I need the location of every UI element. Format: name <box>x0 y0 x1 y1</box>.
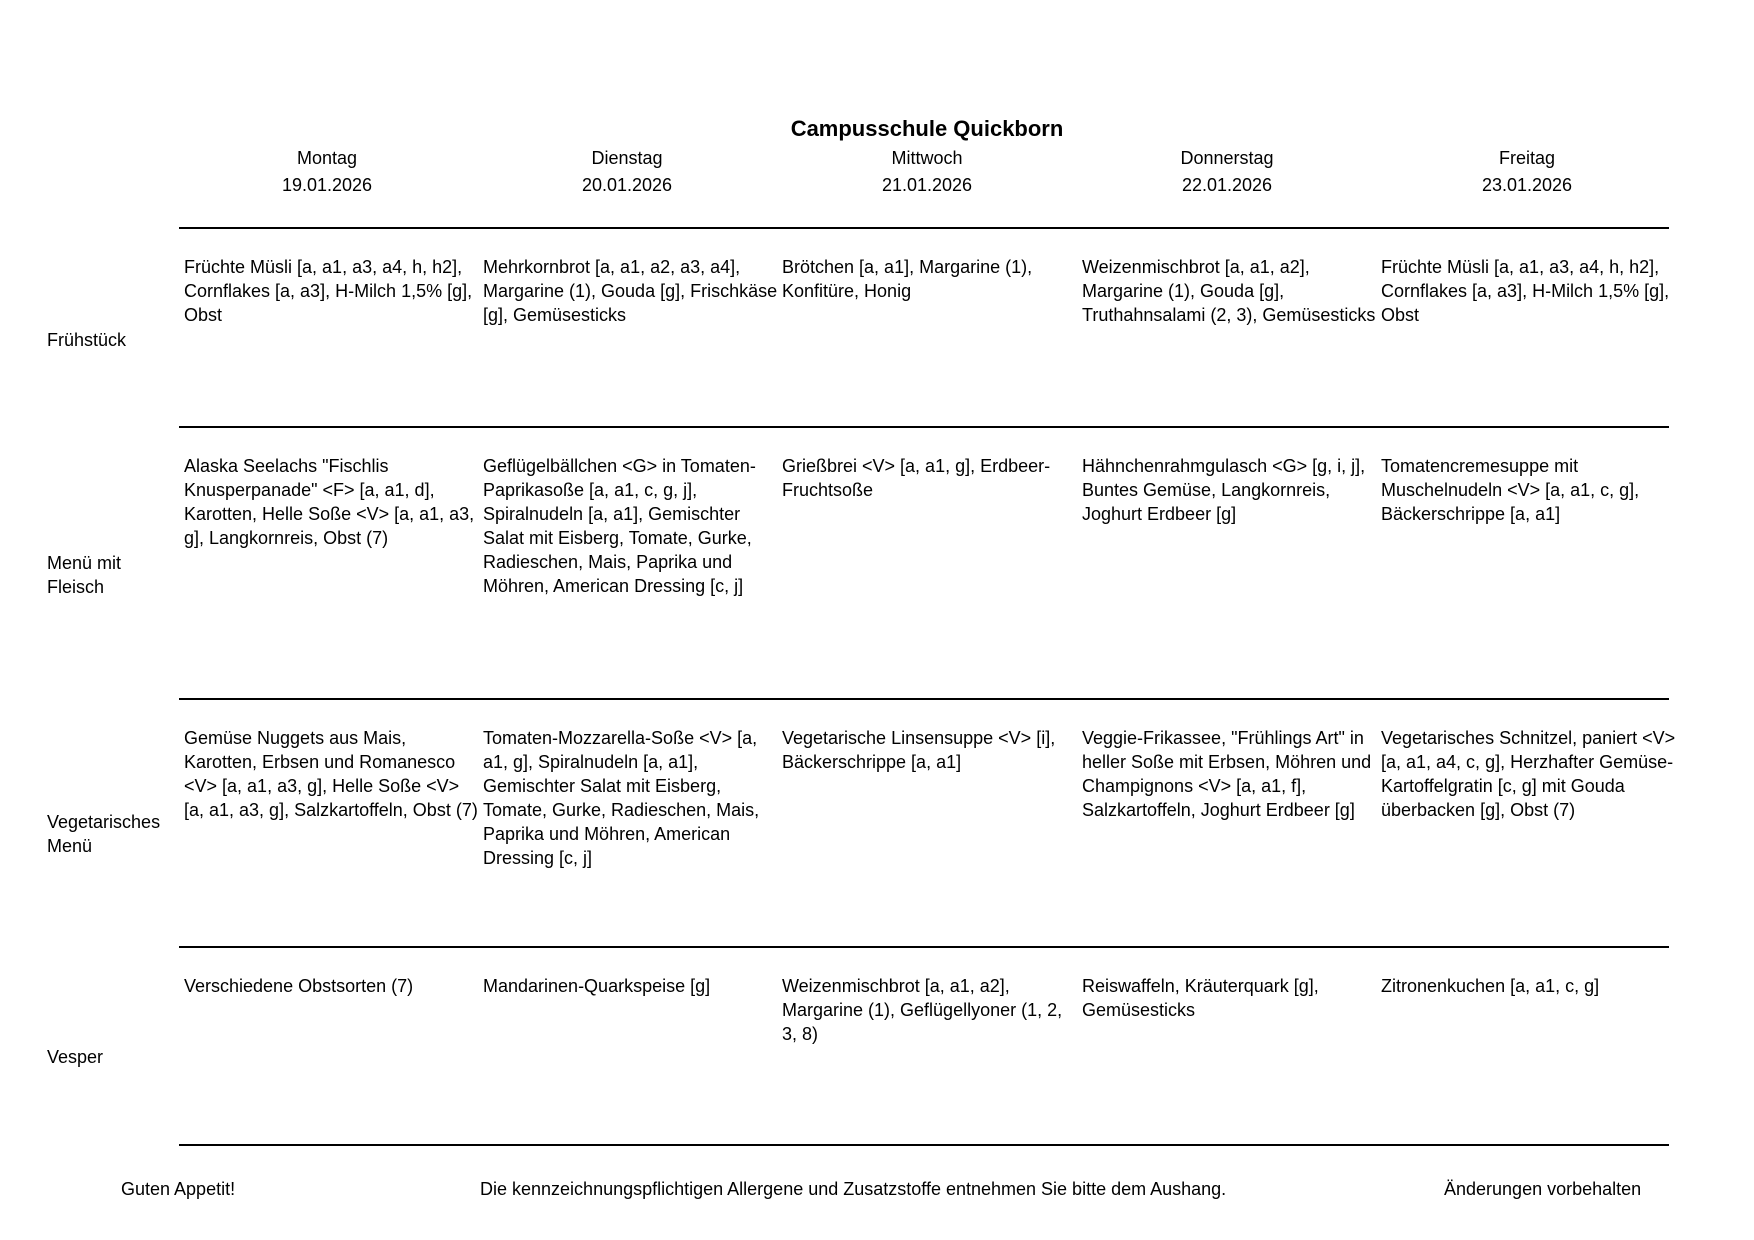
day-name: Mittwoch <box>891 148 963 168</box>
menu-cell-fruehstueck-tuesday: Mehrkornbrot [a, a1, a2, a3, a4], Margarine (1), Gouda [g], Frischkäse [g], Gemüsesticks <box>483 257 778 325</box>
menu-cell-fruehstueck-wednesday: Brötchen [a, a1], Margarine (1), Konfitüre, Honig <box>782 257 1033 301</box>
menu-cell-fleisch-wednesday: Grießbrei <V> [a, a1, g], Erdbeer-Fruchtsoße <box>782 456 1051 500</box>
row-label-line: Frühstück <box>47 330 127 350</box>
day-header-thursday <box>1077 145 1377 199</box>
menu-cell-fleisch-friday: Tomatencremesuppe mit Muschelnudeln <V> [a, a1, c, g], Bäckerschrippe [a, a1] <box>1381 456 1640 524</box>
row-divider <box>179 946 1669 948</box>
menu-cell-fleisch-thursday: Hähnchenrahmgulasch <G> [g, i, j], Buntes Gemüse, Langkornreis, Joghurt Erdbeer [g] <box>1082 456 1366 524</box>
menu-cell-fleisch-tuesday: Geflügelbällchen <G> in Tomaten-Paprikasoße [a, a1, c, g, j], Spiralnudeln [a, a1], Gemischter Salat mit Eisberg, Tomate, Gurke, Radieschen, Mais, Paprika und Möhren, American Dressing [c, j] <box>483 456 756 596</box>
day-date: 23.01.2026 <box>1481 175 1573 195</box>
day-name: Dienstag <box>591 148 663 168</box>
row-label-fruehstueck <box>47 328 177 352</box>
menu-cell-vegetarisch-tuesday: Tomaten-Mozzarella-Soße <V> [a, a1, g], Spiralnudeln [a, a1], Gemischter Salat mit Eisberg, Tomate, Gurke, Radieschen, Mais, Paprika und Möhren, American Dressing [c, j] <box>483 728 760 868</box>
day-name: Montag <box>296 148 358 168</box>
row-label-menue-mit-fleisch <box>47 551 177 599</box>
day-header-tuesday <box>477 145 777 199</box>
row-divider <box>179 698 1669 700</box>
day-name: Donnerstag <box>1180 148 1274 168</box>
page-title: Campusschule Quickborn <box>790 116 1064 141</box>
row-label-vesper <box>47 1045 177 1069</box>
footer-changes-note: Änderungen vorbehalten <box>1444 1179 1642 1199</box>
menu-cell-fleisch-monday: Alaska Seelachs "Fischlis Knusperpanade" <F> [a, a1, d], Karotten, Helle Soße <V> [a, a1, a3, g], Langkornreis, Obst (7) <box>184 456 475 548</box>
row-label-line: Menü mit <box>47 553 122 573</box>
row-label-line: Vegetarisches <box>47 812 161 832</box>
menu-cell-vegetarisch-wednesday: Vegetarische Linsensuppe <V> [i], Bäckerschrippe [a, a1] <box>782 728 1056 772</box>
row-label-line: Vesper <box>47 1047 104 1067</box>
menu-cell-fruehstueck-thursday: Weizenmischbrot [a, a1, a2], Margarine (1), Gouda [g], Truthahnsalami (2, 3), Gemüsesticks <box>1082 257 1376 325</box>
menu-cell-vesper-monday: Verschiedene Obstsorten (7) <box>184 976 414 996</box>
menu-cell-vesper-thursday: Reiswaffeln, Kräuterquark [g], Gemüsesticks <box>1082 976 1319 1020</box>
row-label-vegetarisches-menue <box>47 810 177 858</box>
row-divider <box>179 1144 1669 1146</box>
menu-cell-vegetarisch-thursday: Veggie-Frikassee, "Frühlings Art" in heller Soße mit Erbsen, Möhren und Champignons <V> [a, a1, f], Salzkartoffeln, Joghurt Erdbeer [g] <box>1082 728 1372 820</box>
row-label-line: Fleisch <box>47 577 105 597</box>
day-date: 21.01.2026 <box>881 175 973 195</box>
day-header-wednesday <box>777 145 1077 199</box>
menu-cell-vegetarisch-monday: Gemüse Nuggets aus Mais, Karotten, Erbsen und Romanesco <V> [a, a1, a3, g], Helle Soße <V> [a, a1, a3, g], Salzkartoffeln, Obst (7) <box>184 728 478 820</box>
menu-cell-vesper-wednesday: Weizenmischbrot [a, a1, a2], Margarine (1), Geflügellyoner (1, 2, 3, 8) <box>782 976 1063 1044</box>
row-divider <box>179 426 1669 428</box>
menu-cell-vegetarisch-friday: Vegetarisches Schnitzel, paniert <V> [a, a1, a4, c, g], Herzhafter Gemüse-Kartoffelgratin [c, g] mit Gouda überbacken [g], Obst (7) <box>1381 728 1676 820</box>
day-name: Freitag <box>1498 148 1556 168</box>
row-label-line: Menü <box>47 836 93 856</box>
day-header-friday <box>1377 145 1677 199</box>
menu-cell-fruehstueck-friday: Früchte Müsli [a, a1, a3, a4, h, h2], Cornflakes [a, a3], H-Milch 1,5% [g], Obst <box>1381 257 1670 325</box>
day-date: 20.01.2026 <box>581 175 673 195</box>
menu-cell-vesper-friday: Zitronenkuchen [a, a1, c, g] <box>1381 976 1600 996</box>
footer-greeting: Guten Appetit! <box>121 1179 236 1199</box>
menu-cell-vesper-tuesday: Mandarinen-Quarkspeise [g] <box>483 976 711 996</box>
menu-cell-fruehstueck-monday: Früchte Müsli [a, a1, a3, a4, h, h2], Cornflakes [a, a3], H-Milch 1,5% [g], Obst <box>184 257 473 325</box>
day-date: 19.01.2026 <box>281 175 373 195</box>
day-date: 22.01.2026 <box>1181 175 1273 195</box>
footer-allergen-note: Die kennzeichnungspflichtigen Allergene und Zusatzstoffe entnehmen Sie bitte dem Aushang. <box>480 1179 1227 1199</box>
row-divider <box>179 227 1669 229</box>
day-header-monday <box>177 145 477 199</box>
